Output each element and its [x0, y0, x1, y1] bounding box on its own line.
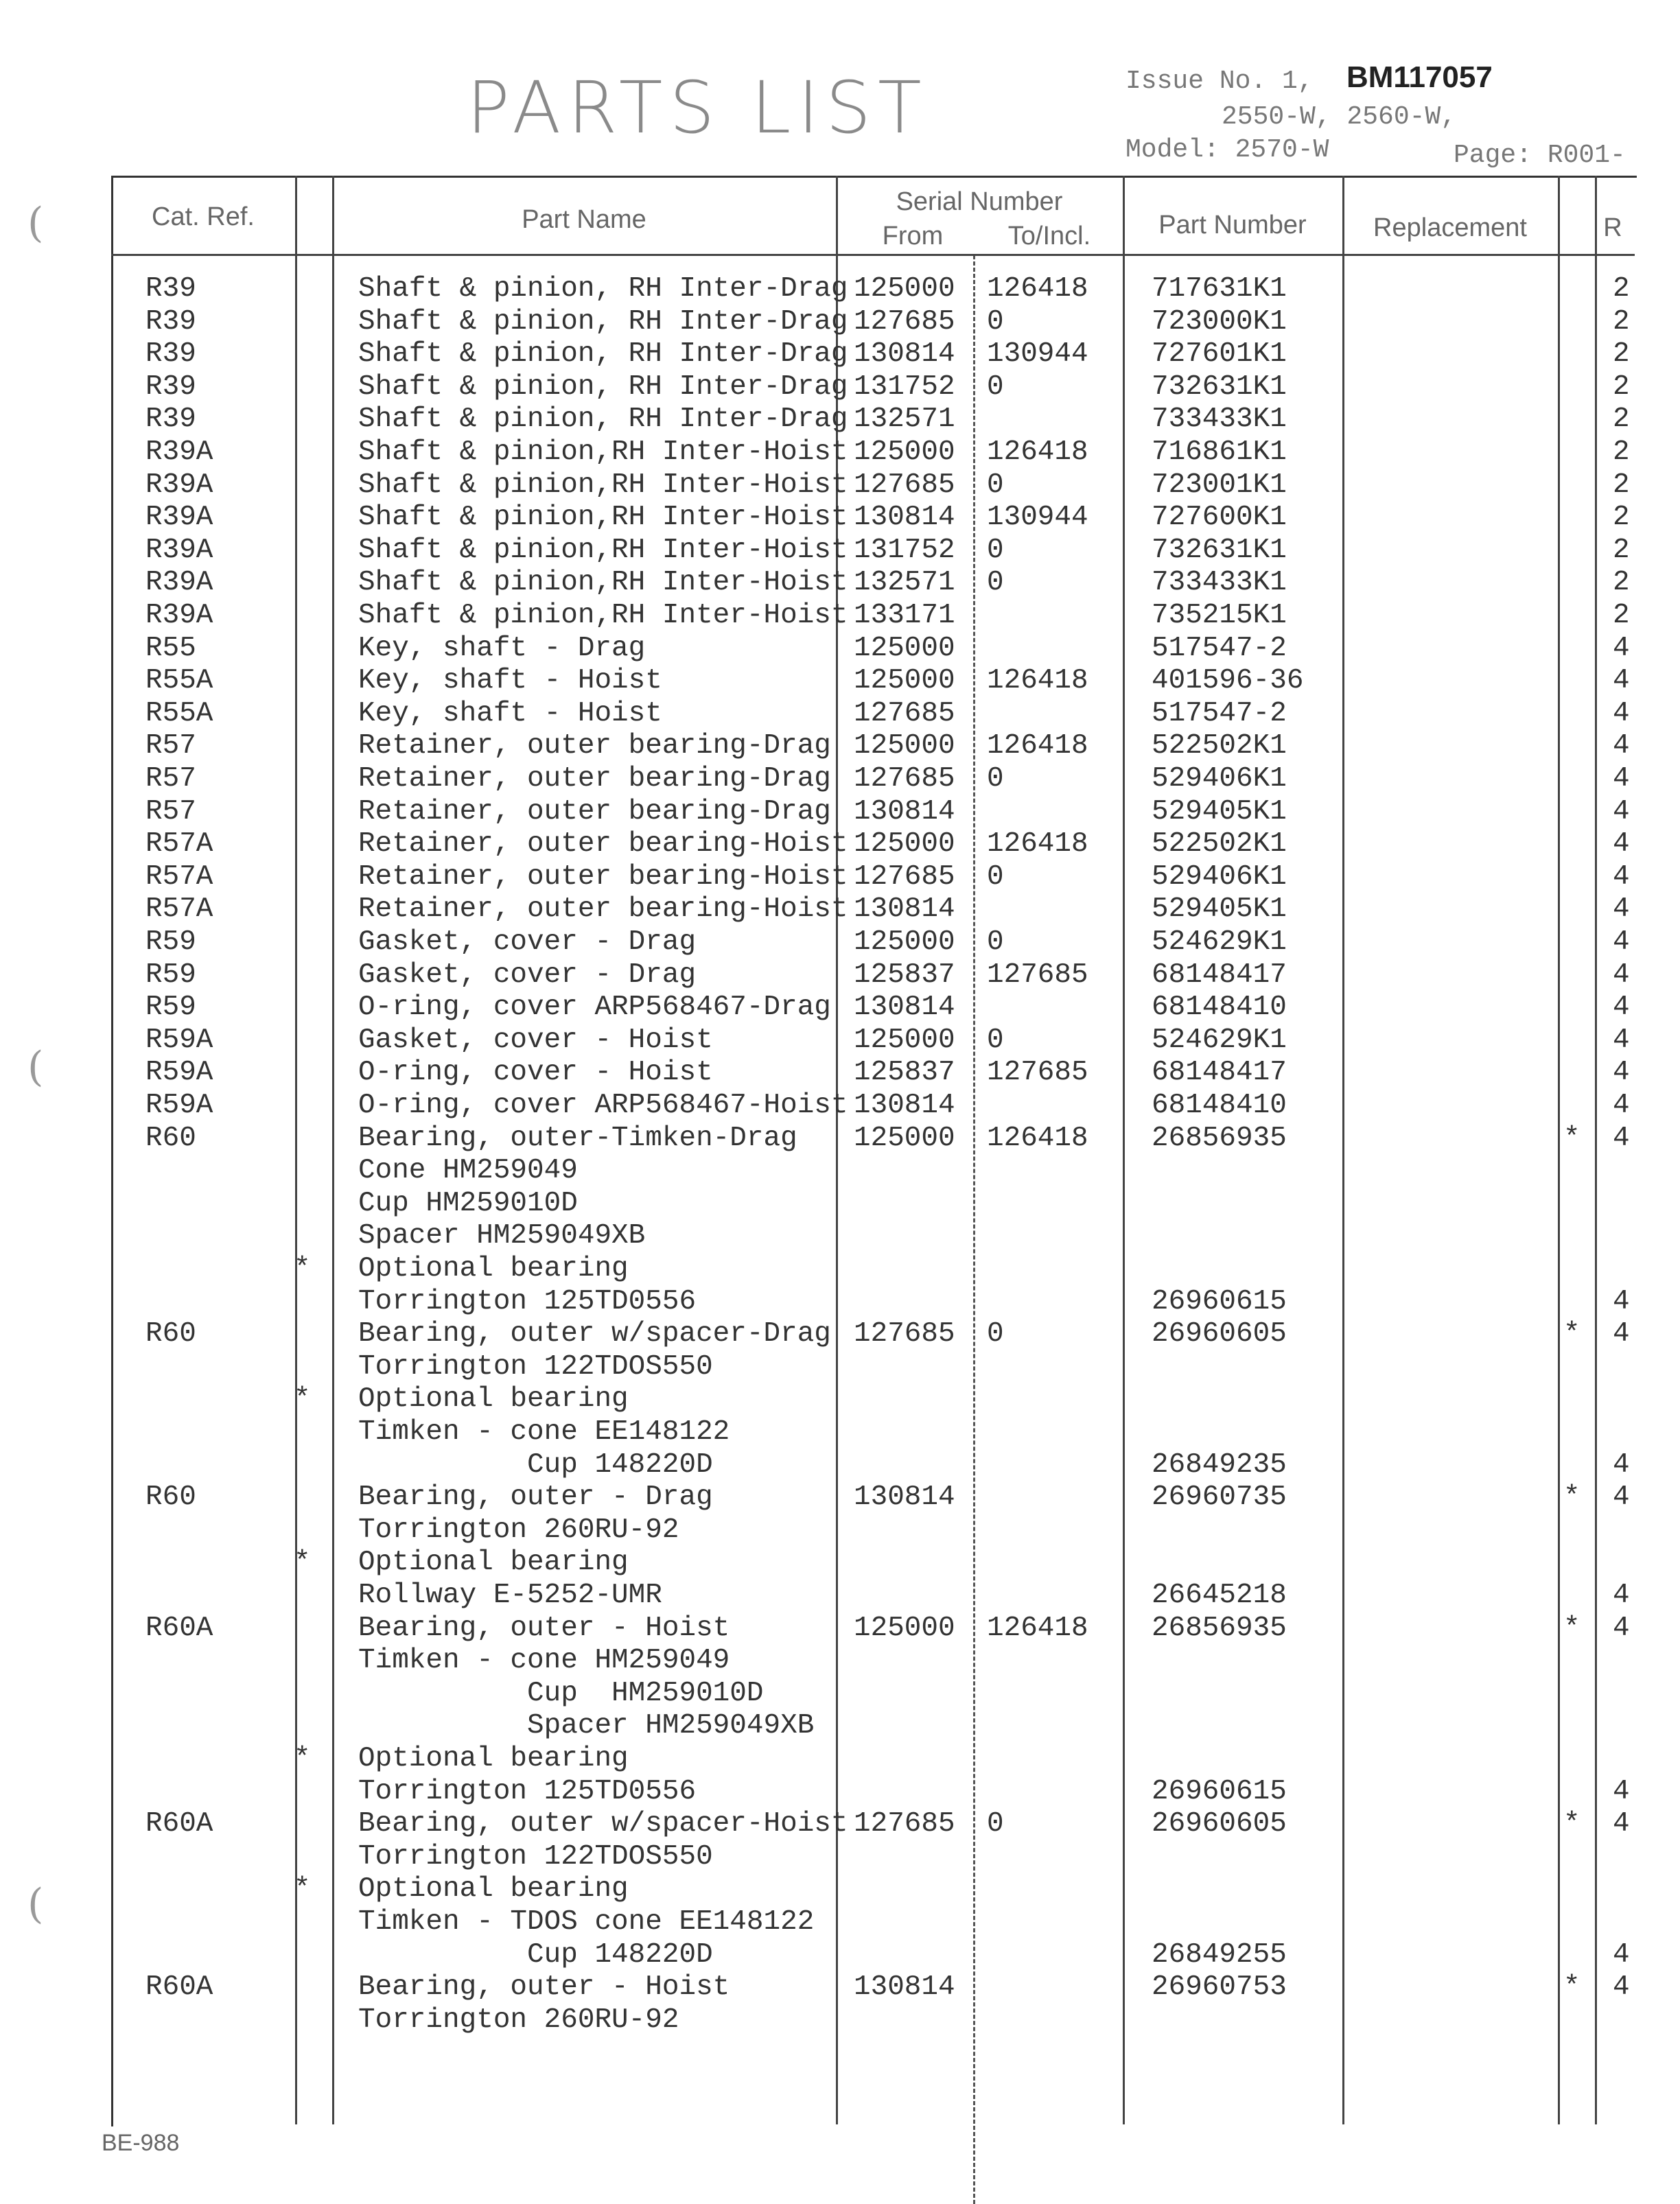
part-name: Shaft & pinion,RH Inter-Hoist — [358, 534, 848, 566]
quantity: 2 — [1613, 469, 1630, 501]
option-mark: * — [294, 1547, 311, 1579]
part-name: Shaft & pinion,RH Inter-Hoist — [358, 469, 848, 501]
cat-ref: R59 — [145, 926, 196, 958]
quantity: 2 — [1613, 502, 1630, 534]
part-name: Retainer, outer bearing-Drag — [358, 763, 831, 795]
part-name: Cup HM259010D — [358, 1677, 764, 1709]
part-name: Cup 148220D — [358, 1938, 713, 1971]
quantity: 4 — [1613, 828, 1630, 860]
part-name: Torrington 260RU-92 — [358, 1514, 679, 1546]
part-number: 727600K1 — [1152, 502, 1287, 534]
quantity: 4 — [1613, 860, 1630, 893]
cat-ref: R55A — [145, 665, 213, 697]
cat-ref: R57A — [145, 828, 213, 860]
serial-from: 125000 — [854, 1122, 955, 1154]
cat-ref: R59 — [145, 992, 196, 1024]
part-name: Key, shaft - Hoist — [358, 665, 662, 697]
part-number: 716861K1 — [1152, 436, 1287, 468]
cat-ref: R39 — [145, 305, 196, 338]
cat-ref: R59 — [145, 959, 196, 991]
quantity: 4 — [1613, 665, 1630, 697]
part-number: 68148410 — [1152, 1090, 1287, 1121]
quantity: 4 — [1613, 1090, 1630, 1121]
serial-from: 130814 — [854, 502, 955, 534]
cat-ref: R59A — [145, 1057, 213, 1089]
part-number: 732631K1 — [1152, 534, 1287, 566]
part-name: Torrington 122TDOS550 — [358, 1350, 713, 1383]
serial-to: 130944 — [987, 338, 1088, 371]
part-number: 26849255 — [1152, 1938, 1287, 1971]
part-number: 522502K1 — [1152, 730, 1287, 762]
quantity: 4 — [1613, 959, 1630, 991]
quantity: 4 — [1613, 1122, 1630, 1154]
replacement-mark: * — [1563, 1971, 1580, 2004]
part-name: Cone HM259049 — [358, 1155, 578, 1187]
part-number: 529406K1 — [1152, 763, 1287, 795]
part-name: Torrington 260RU-92 — [358, 2004, 679, 2036]
serial-from: 127685 — [854, 469, 955, 501]
serial-from: 125000 — [854, 273, 955, 305]
cat-ref: R55 — [145, 632, 196, 664]
serial-from: 127685 — [854, 1808, 955, 1840]
part-name: Spacer HM259049XB — [358, 1710, 815, 1742]
part-name: Cup HM259010D — [358, 1187, 578, 1219]
part-name: Shaft & pinion, RH Inter-Drag — [358, 403, 848, 436]
serial-to: 0 — [987, 567, 1004, 599]
part-name: Shaft & pinion, RH Inter-Drag — [358, 338, 848, 371]
serial-from: 130814 — [854, 893, 955, 926]
col-header-part-number: Part Number — [1158, 211, 1307, 239]
serial-to: 126418 — [987, 273, 1088, 305]
part-name: Bearing, outer w/spacer-Drag — [358, 1318, 831, 1350]
part-name: Optional bearing — [358, 1547, 629, 1579]
cat-ref: R55A — [145, 697, 213, 729]
col-header-replacement: Replacement — [1373, 213, 1527, 242]
cat-ref: R60A — [145, 1612, 213, 1644]
column-divider — [1123, 176, 1125, 2124]
cat-ref: R57 — [145, 730, 196, 762]
part-number: 26960615 — [1152, 1285, 1287, 1317]
option-mark: * — [294, 1253, 311, 1285]
serial-from: 125000 — [854, 436, 955, 468]
quantity: 4 — [1613, 795, 1630, 828]
cat-ref: R39 — [145, 371, 196, 403]
part-name: Optional bearing — [358, 1383, 629, 1416]
cat-ref: R39A — [145, 502, 213, 534]
part-name: Torrington 125TD0556 — [358, 1775, 697, 1807]
part-name: Gasket, cover - Hoist — [358, 1024, 713, 1056]
serial-divider — [973, 255, 975, 2204]
serial-from: 131752 — [854, 371, 955, 403]
cat-ref: R59A — [145, 1090, 213, 1121]
part-number: 529405K1 — [1152, 795, 1287, 828]
serial-to: 126418 — [987, 1122, 1088, 1154]
part-number: 68148410 — [1152, 992, 1287, 1024]
cat-ref: R60A — [145, 1808, 213, 1840]
part-name: Bearing, outer - Hoist — [358, 1971, 730, 2004]
quantity: 4 — [1613, 992, 1630, 1024]
part-name: Bearing, outer - Hoist — [358, 1612, 730, 1644]
replacement-mark: * — [1563, 1808, 1580, 1840]
replacement-mark: * — [1563, 1612, 1580, 1644]
quantity: 4 — [1613, 926, 1630, 958]
part-number: 401596-36 — [1152, 665, 1304, 697]
part-name: Timken - TDOS cone EE148122 — [358, 1906, 815, 1938]
part-number: 723000K1 — [1152, 305, 1287, 338]
quantity: 2 — [1613, 338, 1630, 371]
models-line: 2550-W, 2560-W, — [1222, 102, 1457, 132]
quantity: 4 — [1613, 1024, 1630, 1056]
cat-ref: R60A — [145, 1971, 213, 2004]
part-name: Cup 148220D — [358, 1449, 713, 1481]
quantity: 4 — [1613, 697, 1630, 729]
quantity: 4 — [1613, 1938, 1630, 1971]
part-number: 26856935 — [1152, 1122, 1287, 1154]
part-name: Shaft & pinion, RH Inter-Drag — [358, 371, 848, 403]
part-name: Shaft & pinion,RH Inter-Hoist — [358, 600, 848, 631]
serial-from: 125000 — [854, 828, 955, 860]
serial-from: 125000 — [854, 1024, 955, 1056]
binder-mark: ( — [27, 199, 44, 247]
quantity: 4 — [1613, 730, 1630, 762]
serial-from: 130814 — [854, 1481, 955, 1514]
quantity: 2 — [1613, 371, 1630, 403]
cat-ref: R57 — [145, 763, 196, 795]
column-divider — [1342, 176, 1344, 2124]
serial-from: 125000 — [854, 1612, 955, 1644]
part-number: 524629K1 — [1152, 1024, 1287, 1056]
binder-mark: ( — [27, 1880, 44, 1928]
col-header-part-name: Part Name — [522, 205, 646, 234]
cat-ref: R39 — [145, 273, 196, 305]
part-number: 529406K1 — [1152, 860, 1287, 893]
serial-to: 0 — [987, 1808, 1004, 1840]
serial-from: 125837 — [854, 959, 955, 991]
part-number: 26960735 — [1152, 1481, 1287, 1514]
part-number: 517547-2 — [1152, 632, 1287, 664]
part-name: Retainer, outer bearing-Hoist — [358, 860, 848, 893]
part-number: 26856935 — [1152, 1612, 1287, 1644]
quantity: 4 — [1613, 763, 1630, 795]
serial-from: 133171 — [854, 600, 955, 631]
quantity: 4 — [1613, 1808, 1630, 1840]
part-name: Shaft & pinion, RH Inter-Drag — [358, 273, 848, 305]
part-number: 26960605 — [1152, 1808, 1287, 1840]
page-label: Page: R001- — [1454, 141, 1626, 170]
cat-ref: R57A — [145, 860, 213, 893]
binder-mark: ( — [27, 1043, 44, 1091]
cat-ref: R60 — [145, 1122, 196, 1154]
quantity: 4 — [1613, 1285, 1630, 1317]
quantity: 2 — [1613, 403, 1630, 436]
serial-to: 0 — [987, 534, 1004, 566]
cat-ref: R59A — [145, 1024, 213, 1056]
col-header-from: From — [882, 222, 944, 250]
part-number: 732631K1 — [1152, 371, 1287, 403]
quantity: 4 — [1613, 632, 1630, 664]
part-number: 717631K1 — [1152, 273, 1287, 305]
part-number: 26960615 — [1152, 1775, 1287, 1807]
part-name: Torrington 125TD0556 — [358, 1285, 697, 1317]
part-number: 529405K1 — [1152, 893, 1287, 926]
serial-to: 126418 — [987, 1612, 1088, 1644]
serial-from: 127685 — [854, 697, 955, 729]
serial-to: 0 — [987, 305, 1004, 338]
part-name: Optional bearing — [358, 1253, 629, 1285]
part-name: O-ring, cover ARP568467-Drag — [358, 992, 831, 1024]
cat-ref: R39A — [145, 469, 213, 501]
serial-from: 130814 — [854, 992, 955, 1024]
serial-to: 126418 — [987, 665, 1088, 697]
replacement-mark: * — [1563, 1481, 1580, 1514]
part-name: Key, shaft - Hoist — [358, 697, 662, 729]
part-number: 727601K1 — [1152, 338, 1287, 371]
header-rule — [111, 254, 1635, 256]
part-name: Gasket, cover - Drag — [358, 926, 697, 958]
col-header-cat-ref: Cat. Ref. — [152, 202, 255, 231]
part-number: 26960605 — [1152, 1318, 1287, 1350]
part-name: Gasket, cover - Drag — [358, 959, 697, 991]
serial-from: 130814 — [854, 795, 955, 828]
serial-to: 0 — [987, 1024, 1004, 1056]
option-mark: * — [294, 1743, 311, 1774]
option-mark: * — [294, 1383, 311, 1416]
document-number: BM117057 — [1346, 60, 1493, 94]
quantity: 2 — [1613, 534, 1630, 566]
model-label: Model: 2570-W — [1125, 135, 1329, 165]
cat-ref: R39 — [145, 338, 196, 371]
part-name: Shaft & pinion,RH Inter-Hoist — [358, 567, 848, 599]
serial-from: 125000 — [854, 926, 955, 958]
serial-to: 126418 — [987, 828, 1088, 860]
part-number: 723001K1 — [1152, 469, 1287, 501]
serial-from: 127685 — [854, 763, 955, 795]
page-title: PARTS LIST — [467, 66, 929, 150]
cat-ref: R57 — [145, 795, 196, 828]
part-number: 733433K1 — [1152, 403, 1287, 436]
part-name: Retainer, outer bearing-Hoist — [358, 828, 848, 860]
quantity: 2 — [1613, 273, 1630, 305]
part-name: Shaft & pinion,RH Inter-Hoist — [358, 502, 848, 534]
part-number: 26645218 — [1152, 1580, 1287, 1611]
serial-to: 126418 — [987, 730, 1088, 762]
serial-from: 132571 — [854, 567, 955, 599]
col-header-serial-number: Serial Number — [896, 187, 1063, 216]
cat-ref: R39A — [145, 567, 213, 599]
part-number: 26960753 — [1152, 1971, 1287, 2004]
quantity: 4 — [1613, 1612, 1630, 1644]
serial-to: 130944 — [987, 502, 1088, 534]
serial-from: 131752 — [854, 534, 955, 566]
cat-ref: R39A — [145, 600, 213, 631]
part-name: Bearing, outer w/spacer-Hoist — [358, 1808, 848, 1840]
quantity: 2 — [1613, 600, 1630, 631]
quantity: 4 — [1613, 1971, 1630, 2004]
part-name: Key, shaft - Drag — [358, 632, 646, 664]
part-name: O-ring, cover - Hoist — [358, 1057, 713, 1089]
part-name: Spacer HM259049XB — [358, 1220, 646, 1252]
serial-from: 132571 — [854, 403, 955, 436]
part-name: Shaft & pinion,RH Inter-Hoist — [358, 436, 848, 468]
serial-from: 130814 — [854, 338, 955, 371]
part-number: 68148417 — [1152, 959, 1287, 991]
issue-label: Issue No. 1, — [1125, 67, 1314, 96]
part-number: 733433K1 — [1152, 567, 1287, 599]
form-number: BE-988 — [102, 2130, 180, 2156]
option-mark: * — [294, 1873, 311, 1906]
part-name: Optional bearing — [358, 1743, 629, 1774]
quantity: 4 — [1613, 893, 1630, 926]
part-name: O-ring, cover ARP568467-Hoist — [358, 1090, 848, 1121]
column-divider — [1558, 176, 1560, 2124]
part-number: 517547-2 — [1152, 697, 1287, 729]
quantity: 2 — [1613, 567, 1630, 599]
part-name: Optional bearing — [358, 1873, 629, 1906]
serial-from: 125000 — [854, 632, 955, 664]
part-number: 26849235 — [1152, 1449, 1287, 1481]
quantity: 2 — [1613, 305, 1630, 338]
serial-to: 127685 — [987, 1057, 1088, 1089]
serial-from: 125000 — [854, 665, 955, 697]
part-name: Bearing, outer - Drag — [358, 1481, 713, 1514]
part-name: Torrington 122TDOS550 — [358, 1840, 713, 1873]
serial-to: 0 — [987, 763, 1004, 795]
serial-from: 127685 — [854, 860, 955, 893]
cat-ref: R60 — [145, 1318, 196, 1350]
cat-ref: R39A — [145, 436, 213, 468]
serial-to: 0 — [987, 469, 1004, 501]
quantity: 4 — [1613, 1057, 1630, 1089]
col-header-to-incl: To/Incl. — [1007, 222, 1091, 250]
quantity: 4 — [1613, 1318, 1630, 1350]
col-header-last: R — [1603, 213, 1622, 242]
serial-from: 130814 — [854, 1971, 955, 2004]
quantity: 2 — [1613, 436, 1630, 468]
serial-to: 0 — [987, 926, 1004, 958]
column-divider — [295, 176, 297, 2124]
quantity: 4 — [1613, 1580, 1630, 1611]
quantity: 4 — [1613, 1481, 1630, 1514]
serial-to: 127685 — [987, 959, 1088, 991]
replacement-mark: * — [1563, 1318, 1580, 1350]
serial-from: 130814 — [854, 1090, 955, 1121]
part-name: Timken - cone EE148122 — [358, 1416, 730, 1448]
serial-from: 127685 — [854, 305, 955, 338]
part-name: Shaft & pinion, RH Inter-Drag — [358, 305, 848, 338]
part-name: Bearing, outer-Timken-Drag — [358, 1122, 797, 1154]
serial-to: 126418 — [987, 436, 1088, 468]
cat-ref: R57A — [145, 893, 213, 926]
serial-to: 0 — [987, 860, 1004, 893]
cat-ref: R39 — [145, 403, 196, 436]
column-divider — [1595, 176, 1597, 2124]
quantity: 4 — [1613, 1775, 1630, 1807]
quantity: 4 — [1613, 1449, 1630, 1481]
part-name: Retainer, outer bearing-Hoist — [358, 893, 848, 926]
replacement-mark: * — [1563, 1122, 1580, 1154]
part-name: Retainer, outer bearing-Drag — [358, 795, 831, 828]
serial-to: 0 — [987, 371, 1004, 403]
part-number: 735215K1 — [1152, 600, 1287, 631]
part-number: 524629K1 — [1152, 926, 1287, 958]
part-number: 522502K1 — [1152, 828, 1287, 860]
part-name: Rollway E-5252-UMR — [358, 1580, 662, 1611]
serial-to: 0 — [987, 1318, 1004, 1350]
part-name: Timken - cone HM259049 — [358, 1645, 730, 1677]
cat-ref: R39A — [145, 534, 213, 566]
serial-from: 125000 — [854, 730, 955, 762]
serial-from: 127685 — [854, 1318, 955, 1350]
part-number: 68148417 — [1152, 1057, 1287, 1089]
cat-ref: R60 — [145, 1481, 196, 1514]
column-divider — [332, 176, 334, 2124]
serial-from: 125837 — [854, 1057, 955, 1089]
part-name: Retainer, outer bearing-Drag — [358, 730, 831, 762]
